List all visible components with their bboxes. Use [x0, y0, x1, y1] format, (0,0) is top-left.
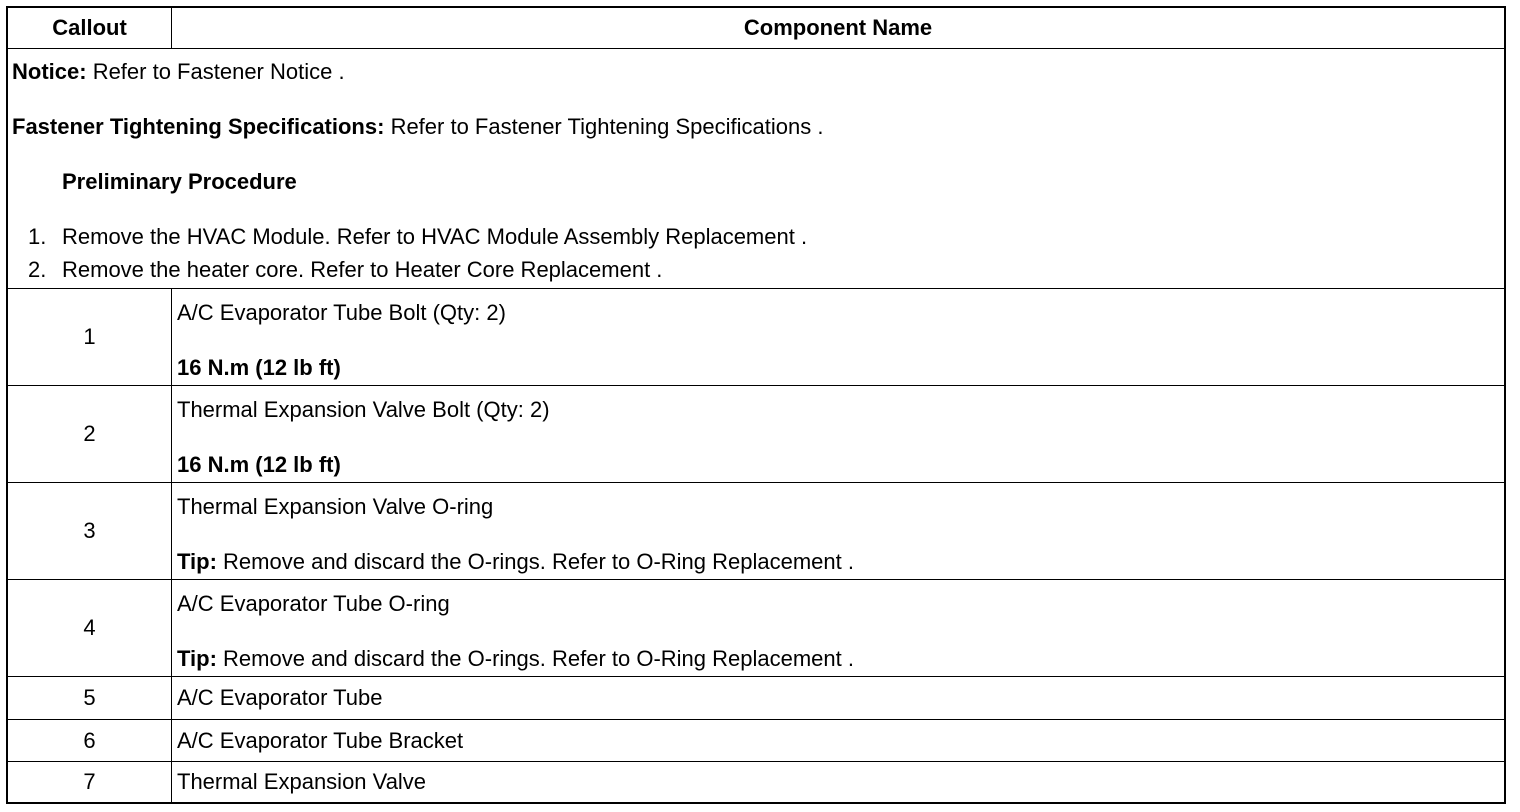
- column-divider: [171, 483, 172, 579]
- notice-label: Notice:: [12, 59, 87, 84]
- step-2: [28, 257, 663, 283]
- component-cell: [177, 483, 1498, 579]
- preliminary-title: Preliminary Procedure: [62, 169, 297, 194]
- column-divider: [171, 677, 172, 719]
- spec-text: Refer to Fastener Tightening Specifications .: [390, 114, 824, 139]
- callout-number: 6: [83, 727, 96, 753]
- component-name: A/C Evaporator Tube O-ring: [177, 591, 450, 616]
- table-row: [8, 289, 1504, 386]
- header-callout: Callout: [52, 15, 127, 40]
- component-name: Thermal Expansion Valve Bolt (Qty: 2): [177, 397, 550, 422]
- tip-text: Remove and discard the O-rings. Refer to O-Ring Replacement .: [223, 646, 854, 671]
- column-divider: [171, 720, 172, 761]
- table-row: [8, 483, 1504, 580]
- spec-label: Fastener Tightening Specifications:: [12, 114, 385, 139]
- component-cell: [177, 580, 1498, 676]
- step-text: Remove the HVAC Module. Refer to HVAC Module Assembly Replacement .: [62, 224, 808, 249]
- component-table: [6, 6, 1506, 804]
- component-name: A/C Evaporator Tube Bracket: [177, 727, 464, 753]
- notice-line: [12, 59, 345, 85]
- torque-spec: 16 N.m (12 lb ft): [177, 452, 341, 477]
- callout-number: 4: [83, 615, 96, 640]
- component-name: A/C Evaporator Tube Bolt (Qty: 2): [177, 300, 506, 325]
- tip-line: [177, 646, 854, 672]
- component-name: A/C Evaporator Tube: [177, 685, 383, 710]
- table-row: [8, 720, 1504, 762]
- tip-line: [177, 549, 854, 575]
- column-divider: [171, 762, 172, 802]
- step-1: [28, 224, 808, 250]
- component-cell: [177, 289, 1498, 385]
- notice-text: Refer to Fastener Notice .: [92, 59, 345, 84]
- column-divider: [171, 580, 172, 676]
- callout-number: 2: [83, 421, 96, 446]
- callout-number: 3: [83, 518, 96, 543]
- column-divider: [171, 289, 172, 385]
- table-header-row: [8, 8, 1504, 49]
- table-row: [8, 580, 1504, 677]
- step-number: 1.: [28, 224, 47, 249]
- component-cell: [177, 386, 1498, 482]
- callout-number: 7: [83, 769, 96, 794]
- tip-text: Remove and discard the O-rings. Refer to O-Ring Replacement .: [223, 549, 854, 574]
- table-row: [8, 677, 1504, 720]
- component-name: Thermal Expansion Valve O-ring: [177, 494, 494, 519]
- intro-block: [8, 49, 1504, 289]
- callout-number: 1: [83, 324, 96, 349]
- table-row: [8, 762, 1504, 802]
- step-number: 2.: [28, 257, 47, 282]
- header-component-name: Component Name: [743, 15, 933, 40]
- spec-line: [12, 114, 823, 140]
- torque-spec: 16 N.m (12 lb ft): [177, 355, 341, 380]
- table-row: [8, 386, 1504, 483]
- step-text: Remove the heater core. Refer to Heater Core Replacement .: [62, 257, 663, 282]
- tip-label: Tip:: [177, 549, 217, 574]
- column-divider: [171, 386, 172, 482]
- tip-label: Tip:: [177, 646, 217, 671]
- component-name: Thermal Expansion Valve: [177, 769, 427, 794]
- callout-number: 5: [83, 685, 96, 710]
